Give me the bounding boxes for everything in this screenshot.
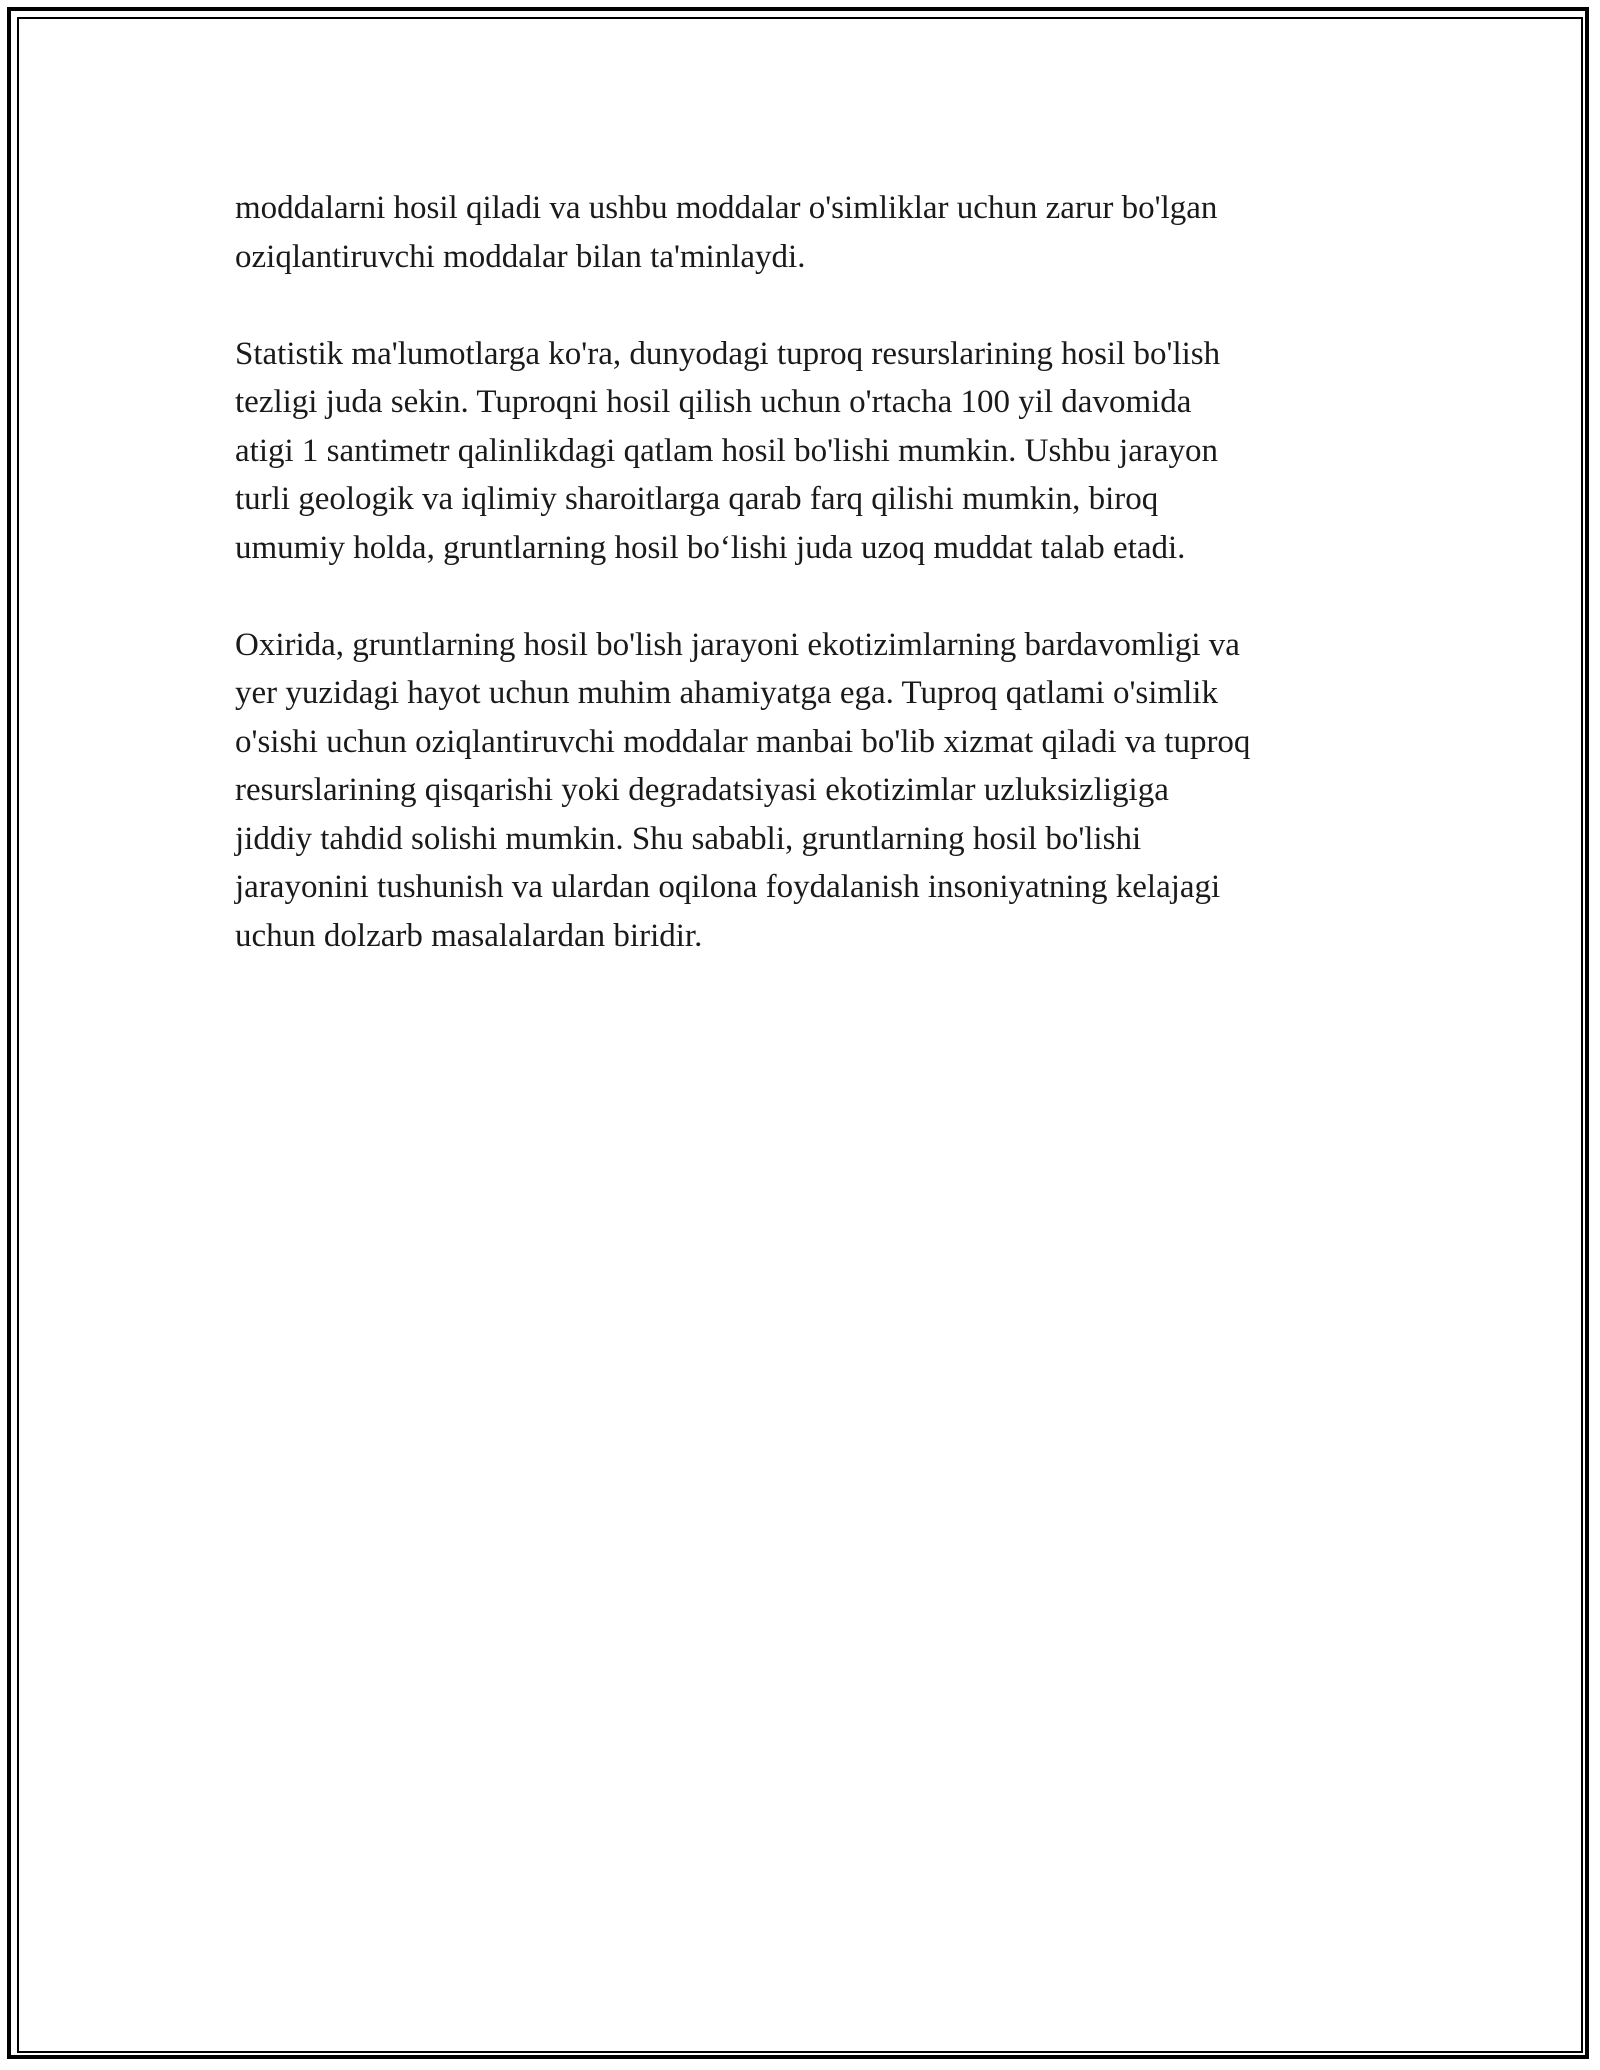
text-line: jiddiy tahdid solishi mumkin. Shu sababli, gruntlarning hosil bo'lishi — [235, 820, 1142, 857]
text-line: tezligi juda sekin. Tuproqni hosil qilish uchun o'rtacha 100 yil davomida — [235, 384, 1192, 420]
text-line: jarayonini tushunish va ulardan oqilona foydalanish insoniyatning kelajagi — [235, 869, 1221, 905]
document-body — [235, 184, 1395, 1009]
text-line: resurslarining qisqarishi yoki degradatsiyasi ekotizimlar uzluksizligiga — [235, 772, 1169, 808]
text-line: o'sishi uchun oziqlantiruvchi moddalar manbai bo'lib xizmat qiladi va tuproq — [235, 723, 1251, 760]
text-line: Oxirida, gruntlarning hosil bo'lish jarayoni ekotizimlarning bardavomligi va — [235, 626, 1240, 663]
text-line: yer yuzidagi hayot uchun muhim ahamiyatga ega. Tuproq qatlami o'simlik — [235, 675, 1218, 711]
text-line: atigi 1 santimetr qalinlikdagi qatlam hosil bo'lishi mumkin. Ushbu jarayon — [235, 432, 1218, 469]
text-line: Statistik ma'lumotlarga ko'ra, dunyodagi tuproq resurslarining hosil bo'lish — [235, 335, 1221, 372]
text-line: turli geologik va iqlimiy sharoitlarga qarab farq qilishi mumkin, biroq — [235, 481, 1159, 517]
paragraph-1 — [235, 184, 1395, 281]
text-line: oziqlantiruvchi moddalar bilan ta'minlaydi. — [235, 238, 806, 275]
text-line: moddalarni hosil qiladi va ushbu moddalar o'simliklar uchun zarur bo'lgan — [235, 190, 1218, 226]
text-line: uchun dolzarb masalalardan biridir. — [235, 917, 703, 954]
paragraph-3 — [235, 621, 1395, 961]
paragraph-2 — [235, 330, 1395, 573]
text-line: umumiy holda, gruntlarning hosil bo‘lishi juda uzoq muddat talab etadi. — [235, 529, 1186, 566]
